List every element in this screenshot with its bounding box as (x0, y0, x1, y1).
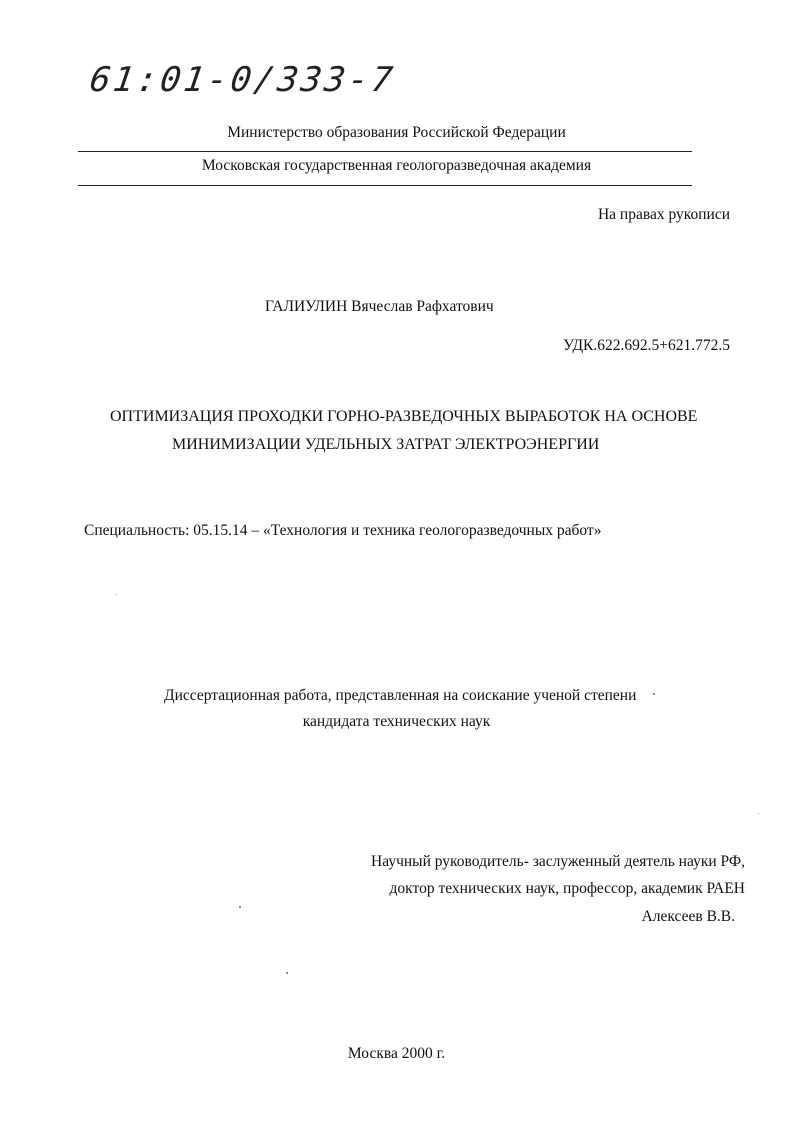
thesis-title-line-2: МИНИМИЗАЦИИ УДЕЛЬНЫХ ЗАТРАТ ЭЛЕКТРОЭНЕРГИИ (172, 436, 600, 453)
supervisor-name: Алексеев В.В. (641, 908, 735, 925)
udk-code: УДК.622.692.5+621.772.5 (563, 337, 730, 354)
thesis-title-line-1: ОПТИМИЗАЦИЯ ПРОХОДКИ ГОРНО-РАЗВЕДОЧНЫХ ВЫРАБОТОК НА ОСНОВЕ (110, 408, 698, 425)
dissertation-statement-line-2: кандидата технических наук (302, 713, 491, 730)
academy-name: Московская государственная геологоразведочная академия (201, 157, 592, 174)
supervisor-line-2: доктор технических наук, профессор, академик РАЕН (389, 880, 745, 897)
header-divider-bottom (78, 185, 692, 186)
scan-speck (239, 906, 241, 908)
manuscript-rights: На правах рукописи (597, 206, 730, 223)
scan-speck (286, 972, 288, 974)
supervisor-line-1: Научный руководитель- заслуженный деятель науки РФ, (371, 853, 745, 870)
ministry-name: Министерство образования Российской Федерации (227, 124, 566, 141)
archive-code-handwritten: 61:01-0/333-7 (87, 60, 398, 100)
scan-speck (653, 693, 655, 695)
scan-speck (116, 594, 117, 595)
header-divider-top (78, 151, 692, 152)
scan-speck (758, 813, 759, 814)
specialty: Специальность: 05.15.14 – «Технология и техника геологоразведочных работ» (84, 522, 602, 539)
author-name: ГАЛИУЛИН Вячеслав Рафхатович (265, 298, 494, 315)
city-year: Москва 2000 г. (347, 1045, 446, 1062)
dissertation-statement-line-1: Диссертационная работа, представленная на соискание ученой степени (164, 687, 637, 704)
